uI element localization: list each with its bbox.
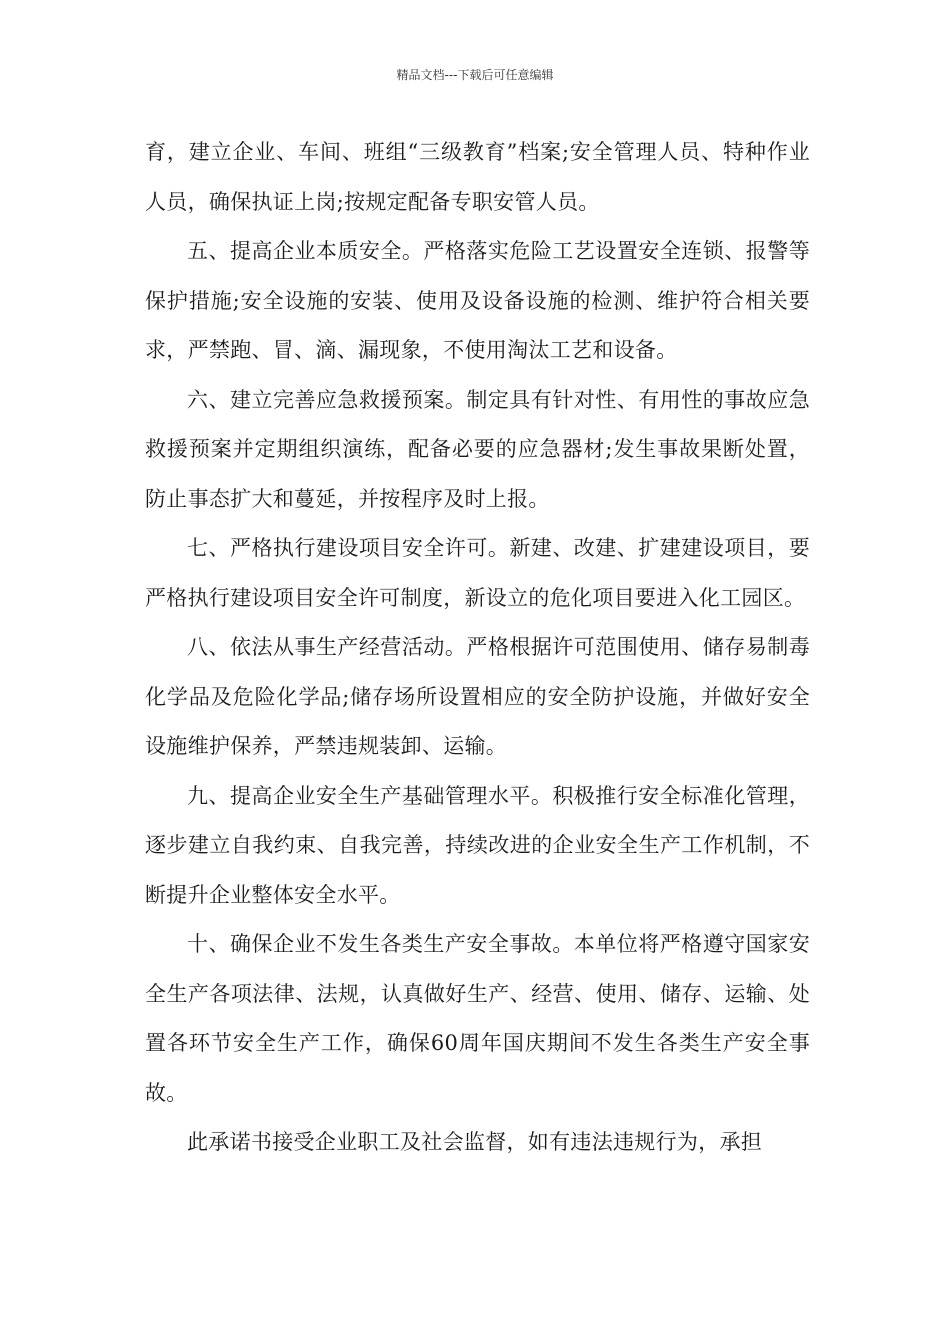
- paragraph: 育，建立企业、车间、班组“三级教育”档案;安全管理人员、特种作业人员，确保执证上岗;按规定配备专职安管人员。: [145, 140, 810, 214]
- document-body: [145, 128, 810, 1168]
- paragraph: 五、提高企业本质安全。严格落实危险工艺设置安全连锁、报警等保护措施;安全设施的安装、使用及设备设施的检测、维护符合相关要求，严禁跑、冒、滴、漏现象，不使用淘汰工艺和设备。: [145, 239, 810, 362]
- paragraph: 七、严格执行建设项目安全许可。新建、改建、扩建建设项目，要严格执行建设项目安全许可制度，新设立的危化项目要进入化工园区。: [145, 536, 810, 610]
- paragraph: 九、提高企业安全生产基础管理水平。积极推行安全标准化管理，逐步建立自我约束、自我完善，持续改进的企业安全生产工作机制，不断提升企业整体安全水平。: [145, 783, 810, 907]
- paragraph: 六、建立完善应急救援预案。制定具有针对性、有用性的事故应急救援预案并定期组织演练，配备必要的应急器材;发生事故果断处置，防止事态扩大和蔓延，并按程序及时上报。: [145, 387, 810, 511]
- paragraph: 八、依法从事生产经营活动。严格根据许可范围使用、储存易制毒化学品及危险化学品;储存场所设置相应的安全防护设施，并做好安全设施维护保养，严禁违规装卸、运输。: [145, 635, 810, 758]
- paragraph: 十、确保企业不发生各类生产安全事故。本单位将严格遵守国家安全生产各项法律、法规，认真做好生产、经营、使用、储存、运输、处置各环节安全生产工作，确保60周年国庆期间不发生各类生产安全事故。: [145, 932, 810, 1105]
- paragraph: 此承诺书接受企业职工及社会监督，如有违法违规行为，承担: [187, 1130, 763, 1154]
- page-header: 精品文档---下载后可任意编辑: [396, 68, 554, 82]
